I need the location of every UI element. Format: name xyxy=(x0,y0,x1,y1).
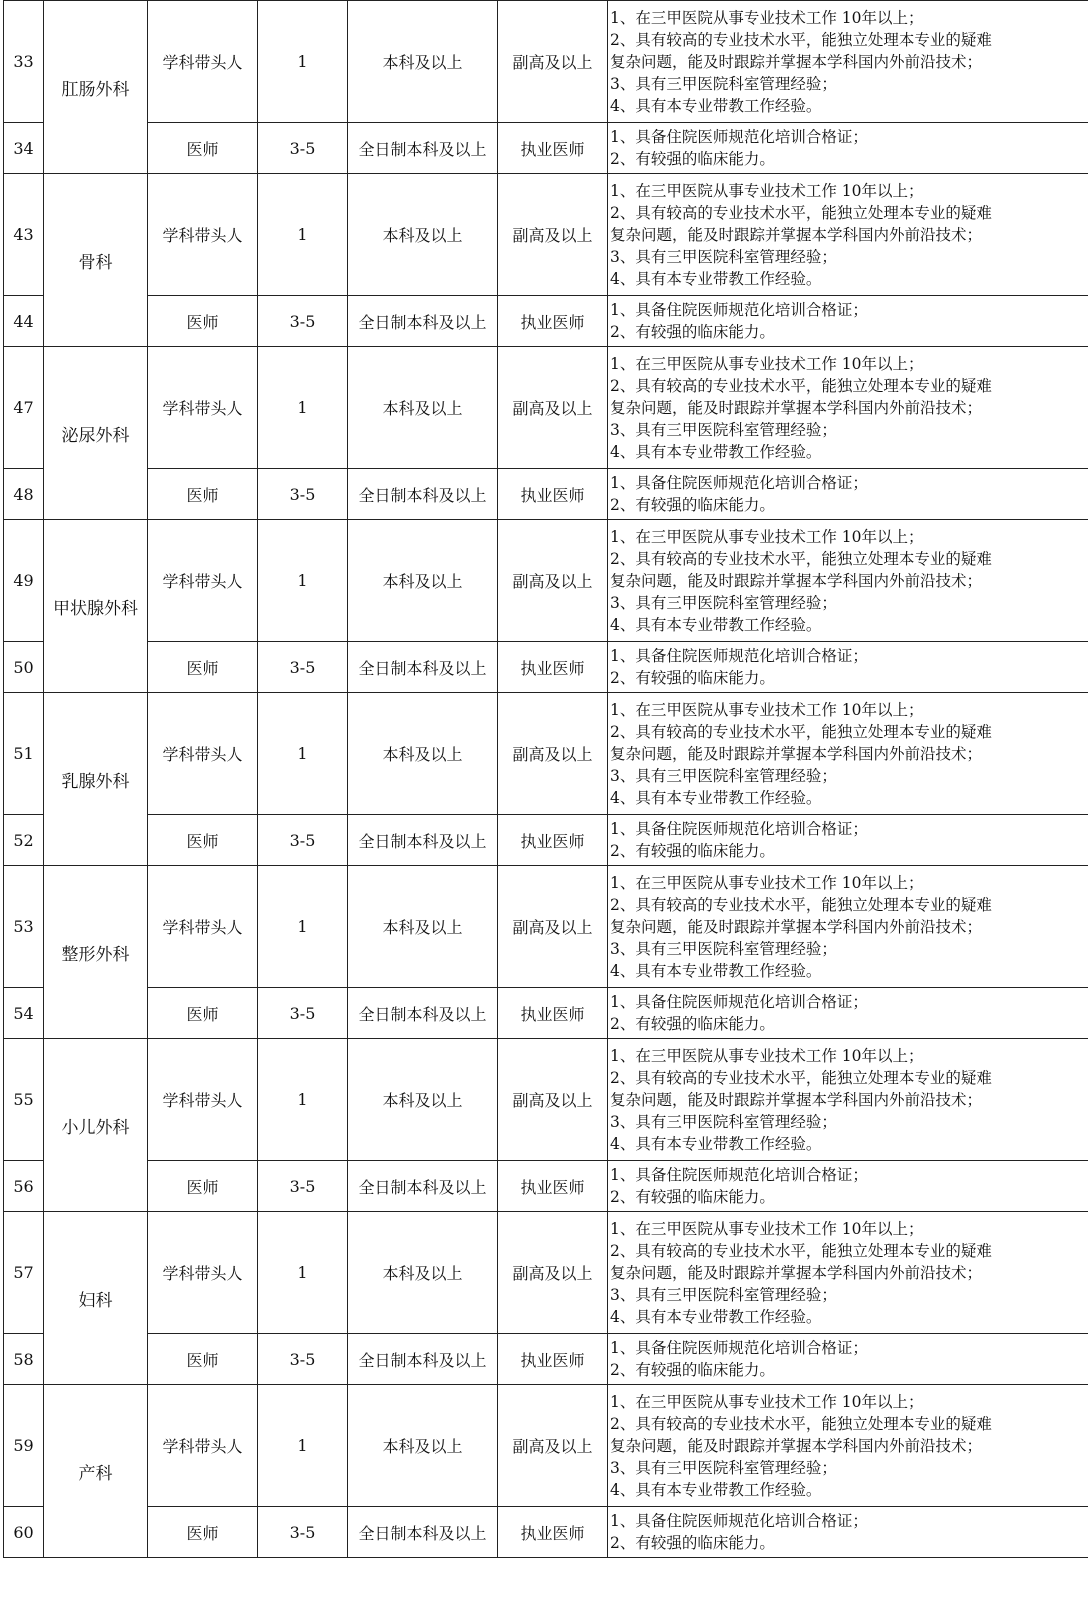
requirement-line: 3、具有三甲医院科室管理经验； xyxy=(610,1458,837,1477)
table-row xyxy=(4,174,1088,296)
position-cell: 学科带头人 xyxy=(148,347,258,469)
professional-title-cell: 执业医师 xyxy=(498,469,608,520)
education-cell: 全日制本科及以上 xyxy=(348,988,498,1039)
row-number-cell: 59 xyxy=(4,1385,44,1507)
row-number-cell: 49 xyxy=(4,520,44,642)
headcount-cell: 1 xyxy=(258,174,348,296)
requirement-line: 4、具有本专业带教工作经验。 xyxy=(610,96,822,115)
position-cell: 医师 xyxy=(148,642,258,693)
row-number-cell: 52 xyxy=(4,815,44,866)
headcount-cell: 3-5 xyxy=(258,469,348,520)
requirement-line: 2、具有较高的专业技术水平，能独立处理本专业的疑难 xyxy=(610,30,992,49)
education-cell: 本科及以上 xyxy=(348,1039,498,1161)
education-cell: 本科及以上 xyxy=(348,866,498,988)
education-cell: 本科及以上 xyxy=(348,1212,498,1334)
table-row xyxy=(4,642,1088,693)
education-cell: 全日制本科及以上 xyxy=(348,296,498,347)
requirement-line: 2、具有较高的专业技术水平，能独立处理本专业的疑难 xyxy=(610,549,992,568)
professional-title-cell: 执业医师 xyxy=(498,123,608,174)
headcount-cell: 3-5 xyxy=(258,988,348,1039)
requirement-line: 2、有较强的临床能力。 xyxy=(610,1361,775,1379)
requirement-line: 2、有较强的临床能力。 xyxy=(610,1015,775,1033)
requirement-line: 1、在三甲医院从事专业技术工作 10年以上； xyxy=(610,354,924,373)
requirements-cell xyxy=(608,296,1088,347)
requirement-line: 4、具有本专业带教工作经验。 xyxy=(610,442,822,461)
row-number-cell: 33 xyxy=(4,1,44,123)
position-cell: 学科带头人 xyxy=(148,174,258,296)
requirement-line: 4、具有本专业带教工作经验。 xyxy=(610,788,822,807)
education-cell: 本科及以上 xyxy=(348,520,498,642)
requirement-line: 复杂问题，能及时跟踪并掌握本学科国内外前沿技术； xyxy=(610,1090,983,1109)
requirement-line: 2、具有较高的专业技术水平，能独立处理本专业的疑难 xyxy=(610,722,992,741)
requirement-line: 1、在三甲医院从事专业技术工作 10年以上； xyxy=(610,1046,924,1065)
position-cell: 医师 xyxy=(148,1507,258,1558)
requirement-line: 3、具有三甲医院科室管理经验； xyxy=(610,766,837,785)
row-number-cell: 53 xyxy=(4,866,44,988)
row-number-cell: 47 xyxy=(4,347,44,469)
department-cell: 产科 xyxy=(44,1385,148,1558)
requirement-line: 复杂问题，能及时跟踪并掌握本学科国内外前沿技术； xyxy=(610,1436,983,1455)
position-cell: 学科带头人 xyxy=(148,866,258,988)
professional-title-cell: 副高及以上 xyxy=(498,693,608,815)
table-row xyxy=(4,1507,1088,1558)
requirement-line: 4、具有本专业带教工作经验。 xyxy=(610,1134,822,1153)
requirements-cell xyxy=(608,1212,1088,1334)
requirement-line: 1、具备住院医师规范化培训合格证； xyxy=(610,1512,868,1530)
headcount-cell: 1 xyxy=(258,866,348,988)
table-row xyxy=(4,815,1088,866)
education-cell: 本科及以上 xyxy=(348,347,498,469)
requirement-line: 2、具有较高的专业技术水平，能独立处理本专业的疑难 xyxy=(610,203,992,222)
requirements-cell xyxy=(608,1,1088,123)
requirement-line: 1、在三甲医院从事专业技术工作 10年以上； xyxy=(610,873,924,892)
education-cell: 本科及以上 xyxy=(348,174,498,296)
education-cell: 本科及以上 xyxy=(348,693,498,815)
table-row xyxy=(4,1161,1088,1212)
headcount-cell: 1 xyxy=(258,1385,348,1507)
headcount-cell: 1 xyxy=(258,693,348,815)
row-number-cell: 34 xyxy=(4,123,44,174)
requirements-cell xyxy=(608,642,1088,693)
requirement-line: 2、有较强的临床能力。 xyxy=(610,1188,775,1206)
requirement-line: 1、在三甲医院从事专业技术工作 10年以上； xyxy=(610,1392,924,1411)
requirement-line: 1、具备住院医师规范化培训合格证； xyxy=(610,820,868,838)
table-row xyxy=(4,1212,1088,1334)
table-row xyxy=(4,1,1088,123)
requirement-line: 1、具备住院医师规范化培训合格证； xyxy=(610,1166,868,1184)
professional-title-cell: 副高及以上 xyxy=(498,1212,608,1334)
requirement-line: 2、有较强的临床能力。 xyxy=(610,150,775,168)
row-number-cell: 60 xyxy=(4,1507,44,1558)
headcount-cell: 3-5 xyxy=(258,1507,348,1558)
requirement-line: 3、具有三甲医院科室管理经验； xyxy=(610,593,837,612)
requirements-cell xyxy=(608,1161,1088,1212)
requirements-cell xyxy=(608,123,1088,174)
recruitment-table xyxy=(3,0,1088,1558)
requirements-cell xyxy=(608,1039,1088,1161)
headcount-cell: 1 xyxy=(258,1039,348,1161)
requirement-line: 3、具有三甲医院科室管理经验； xyxy=(610,939,837,958)
requirement-line: 1、在三甲医院从事专业技术工作 10年以上； xyxy=(610,700,924,719)
requirement-line: 1、在三甲医院从事专业技术工作 10年以上； xyxy=(610,181,924,200)
requirement-line: 2、具有较高的专业技术水平，能独立处理本专业的疑难 xyxy=(610,376,992,395)
requirement-line: 2、具有较高的专业技术水平，能独立处理本专业的疑难 xyxy=(610,1241,992,1260)
position-cell: 医师 xyxy=(148,296,258,347)
headcount-cell: 3-5 xyxy=(258,296,348,347)
table-row xyxy=(4,693,1088,815)
requirement-line: 1、具备住院医师规范化培训合格证； xyxy=(610,128,868,146)
row-number-cell: 43 xyxy=(4,174,44,296)
education-cell: 本科及以上 xyxy=(348,1385,498,1507)
row-number-cell: 50 xyxy=(4,642,44,693)
position-cell: 学科带头人 xyxy=(148,520,258,642)
requirement-line: 2、有较强的临床能力。 xyxy=(610,842,775,860)
table-row xyxy=(4,469,1088,520)
requirement-line: 复杂问题，能及时跟踪并掌握本学科国内外前沿技术； xyxy=(610,744,983,763)
requirement-line: 复杂问题，能及时跟踪并掌握本学科国内外前沿技术； xyxy=(610,1263,983,1282)
department-cell: 骨科 xyxy=(44,174,148,347)
department-cell: 乳腺外科 xyxy=(44,693,148,866)
row-number-cell: 54 xyxy=(4,988,44,1039)
requirement-line: 4、具有本专业带教工作经验。 xyxy=(610,269,822,288)
requirement-line: 复杂问题，能及时跟踪并掌握本学科国内外前沿技术； xyxy=(610,225,983,244)
row-number-cell: 44 xyxy=(4,296,44,347)
requirements-cell xyxy=(608,347,1088,469)
requirements-cell xyxy=(608,693,1088,815)
requirement-line: 1、具备住院医师规范化培训合格证； xyxy=(610,1339,868,1357)
position-cell: 医师 xyxy=(148,1161,258,1212)
education-cell: 全日制本科及以上 xyxy=(348,123,498,174)
professional-title-cell: 执业医师 xyxy=(498,1334,608,1385)
row-number-cell: 51 xyxy=(4,693,44,815)
headcount-cell: 1 xyxy=(258,520,348,642)
row-number-cell: 58 xyxy=(4,1334,44,1385)
requirement-line: 3、具有三甲医院科室管理经验； xyxy=(610,1285,837,1304)
requirement-line: 2、有较强的临床能力。 xyxy=(610,1534,775,1552)
education-cell: 全日制本科及以上 xyxy=(348,1334,498,1385)
professional-title-cell: 执业医师 xyxy=(498,642,608,693)
education-cell: 全日制本科及以上 xyxy=(348,642,498,693)
headcount-cell: 3-5 xyxy=(258,815,348,866)
requirement-line: 1、具备住院医师规范化培训合格证； xyxy=(610,993,868,1011)
headcount-cell: 1 xyxy=(258,347,348,469)
row-number-cell: 56 xyxy=(4,1161,44,1212)
requirement-line: 4、具有本专业带教工作经验。 xyxy=(610,1480,822,1499)
professional-title-cell: 副高及以上 xyxy=(498,1,608,123)
department-cell: 妇科 xyxy=(44,1212,148,1385)
requirement-line: 2、具有较高的专业技术水平，能独立处理本专业的疑难 xyxy=(610,1068,992,1087)
requirements-cell xyxy=(608,520,1088,642)
requirement-line: 3、具有三甲医院科室管理经验； xyxy=(610,247,837,266)
requirement-line: 4、具有本专业带教工作经验。 xyxy=(610,615,822,634)
requirement-line: 2、有较强的临床能力。 xyxy=(610,323,775,341)
table-row xyxy=(4,296,1088,347)
requirement-line: 1、具备住院医师规范化培训合格证； xyxy=(610,647,868,665)
position-cell: 医师 xyxy=(148,815,258,866)
requirement-line: 复杂问题，能及时跟踪并掌握本学科国内外前沿技术； xyxy=(610,398,983,417)
professional-title-cell: 执业医师 xyxy=(498,296,608,347)
requirement-line: 2、有较强的临床能力。 xyxy=(610,496,775,514)
headcount-cell: 3-5 xyxy=(258,123,348,174)
requirement-line: 复杂问题，能及时跟踪并掌握本学科国内外前沿技术； xyxy=(610,571,983,590)
table-row xyxy=(4,988,1088,1039)
department-cell: 小儿外科 xyxy=(44,1039,148,1212)
table-row xyxy=(4,1385,1088,1507)
professional-title-cell: 副高及以上 xyxy=(498,1039,608,1161)
requirement-line: 3、具有三甲医院科室管理经验； xyxy=(610,74,837,93)
requirements-cell xyxy=(608,1385,1088,1507)
requirements-cell xyxy=(608,1334,1088,1385)
professional-title-cell: 执业医师 xyxy=(498,815,608,866)
requirement-line: 复杂问题，能及时跟踪并掌握本学科国内外前沿技术； xyxy=(610,917,983,936)
position-cell: 学科带头人 xyxy=(148,693,258,815)
position-cell: 学科带头人 xyxy=(148,1212,258,1334)
requirement-line: 3、具有三甲医院科室管理经验； xyxy=(610,1112,837,1131)
requirement-line: 1、具备住院医师规范化培训合格证； xyxy=(610,474,868,492)
requirement-line: 2、具有较高的专业技术水平，能独立处理本专业的疑难 xyxy=(610,895,992,914)
position-cell: 学科带头人 xyxy=(148,1385,258,1507)
headcount-cell: 3-5 xyxy=(258,642,348,693)
requirements-cell xyxy=(608,1507,1088,1558)
position-cell: 学科带头人 xyxy=(148,1039,258,1161)
row-number-cell: 48 xyxy=(4,469,44,520)
education-cell: 全日制本科及以上 xyxy=(348,815,498,866)
department-cell: 泌尿外科 xyxy=(44,347,148,520)
professional-title-cell: 副高及以上 xyxy=(498,520,608,642)
requirements-cell xyxy=(608,469,1088,520)
education-cell: 全日制本科及以上 xyxy=(348,1161,498,1212)
requirement-line: 1、在三甲医院从事专业技术工作 10年以上； xyxy=(610,527,924,546)
education-cell: 全日制本科及以上 xyxy=(348,1507,498,1558)
table-row xyxy=(4,866,1088,988)
table-row xyxy=(4,1039,1088,1161)
requirement-line: 4、具有本专业带教工作经验。 xyxy=(610,1307,822,1326)
headcount-cell: 1 xyxy=(258,1212,348,1334)
table-row xyxy=(4,123,1088,174)
headcount-cell: 1 xyxy=(258,1,348,123)
requirement-line: 4、具有本专业带教工作经验。 xyxy=(610,961,822,980)
professional-title-cell: 副高及以上 xyxy=(498,1385,608,1507)
department-cell: 肛肠外科 xyxy=(44,1,148,174)
table-row xyxy=(4,347,1088,469)
requirement-line: 1、具备住院医师规范化培训合格证； xyxy=(610,301,868,319)
requirement-line: 2、具有较高的专业技术水平，能独立处理本专业的疑难 xyxy=(610,1414,992,1433)
position-cell: 医师 xyxy=(148,123,258,174)
professional-title-cell: 副高及以上 xyxy=(498,347,608,469)
position-cell: 医师 xyxy=(148,1334,258,1385)
requirement-line: 1、在三甲医院从事专业技术工作 10年以上； xyxy=(610,8,924,27)
professional-title-cell: 副高及以上 xyxy=(498,174,608,296)
requirement-line: 3、具有三甲医院科室管理经验； xyxy=(610,420,837,439)
position-cell: 学科带头人 xyxy=(148,1,258,123)
table-row xyxy=(4,1334,1088,1385)
requirements-cell xyxy=(608,174,1088,296)
table-row xyxy=(4,520,1088,642)
requirement-line: 2、有较强的临床能力。 xyxy=(610,669,775,687)
professional-title-cell: 副高及以上 xyxy=(498,866,608,988)
education-cell: 全日制本科及以上 xyxy=(348,469,498,520)
requirement-line: 复杂问题，能及时跟踪并掌握本学科国内外前沿技术； xyxy=(610,52,983,71)
position-cell: 医师 xyxy=(148,988,258,1039)
headcount-cell: 3-5 xyxy=(258,1161,348,1212)
requirement-line: 1、在三甲医院从事专业技术工作 10年以上； xyxy=(610,1219,924,1238)
education-cell: 本科及以上 xyxy=(348,1,498,123)
requirements-cell xyxy=(608,988,1088,1039)
professional-title-cell: 执业医师 xyxy=(498,1507,608,1558)
department-cell: 甲状腺外科 xyxy=(44,520,148,693)
professional-title-cell: 执业医师 xyxy=(498,988,608,1039)
professional-title-cell: 执业医师 xyxy=(498,1161,608,1212)
row-number-cell: 55 xyxy=(4,1039,44,1161)
requirements-cell xyxy=(608,866,1088,988)
row-number-cell: 57 xyxy=(4,1212,44,1334)
position-cell: 医师 xyxy=(148,469,258,520)
headcount-cell: 3-5 xyxy=(258,1334,348,1385)
requirements-cell xyxy=(608,815,1088,866)
department-cell: 整形外科 xyxy=(44,866,148,1039)
